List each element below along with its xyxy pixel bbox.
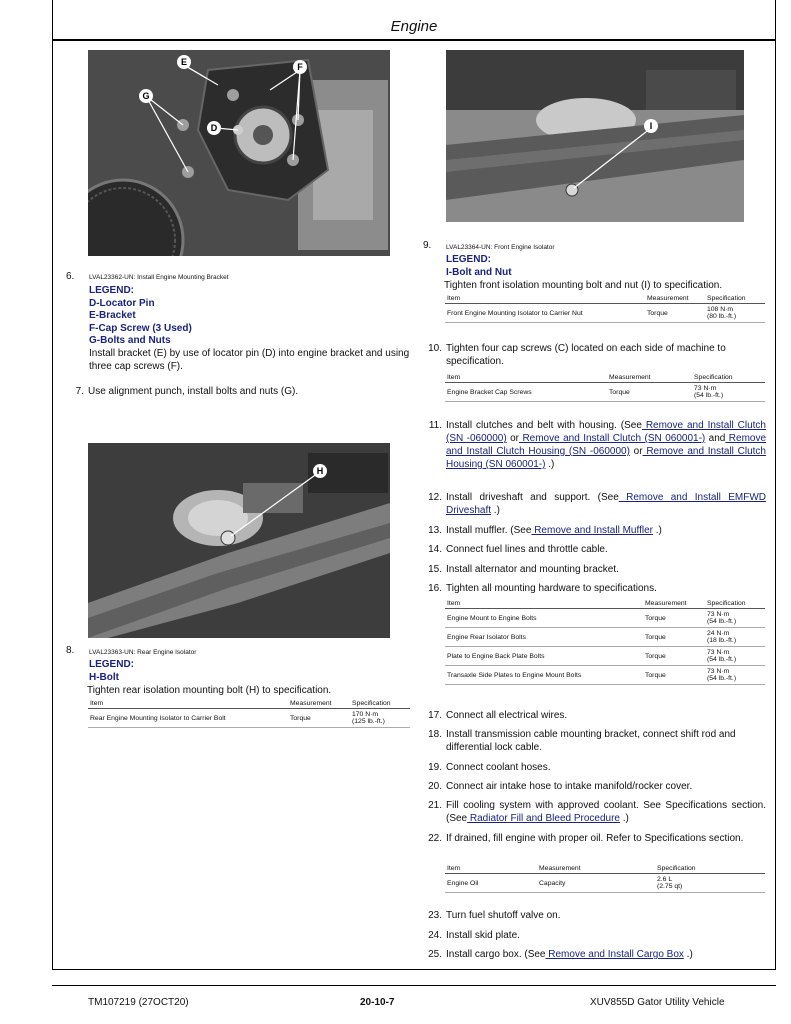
legend-item: D-Locator Pin (89, 297, 155, 309)
spec-table (88, 699, 410, 728)
legend (89, 659, 134, 684)
table-row: Rear Engine Mounting Isolator to Carrier Bolt Torque 170 N·m (125 lb.-ft.) (88, 709, 410, 728)
link-remove-install-clutch-sn-060001[interactable]: Remove and Install Clutch (SN 060001-) (519, 433, 706, 444)
spec-table (445, 294, 765, 323)
step-21: 21. Fill cooling system with approved coolant. See Specifications section. (See Radiator Fill and Bleed Procedure .) (428, 800, 766, 824)
photo-engine-mounting-bracket (88, 50, 390, 256)
link-remove-install-clutch-sn-060000[interactable]: Remove and Install Clutch (SN -060000) (446, 420, 766, 444)
legend-title: LEGEND: (89, 659, 134, 670)
table-header-row: Item Measurement Specification (88, 699, 410, 709)
spec-table (445, 864, 765, 893)
legend-item: E-Bracket (89, 310, 136, 321)
legend-item: G-Bolts and Nuts (89, 335, 171, 346)
footer-vehicle-name: XUV855D Gator Utility Vehicle (590, 997, 725, 1008)
figure-number: 9. (423, 240, 432, 251)
link-remove-install-cargo-box[interactable]: Remove and Install Cargo Box (545, 949, 684, 960)
table-row: Engine Bracket Cap Screws Torque 73 N·m (54 lb.-ft.) (445, 383, 765, 402)
table-row: Engine Mount to Engine Bolts Torque 73 N·m (54 lb.-ft.) (445, 609, 765, 628)
rear-isolator-illustration (88, 443, 390, 638)
step-20: 20. Connect air intake hose to intake manifold/rocker cover. (428, 781, 693, 792)
link-remove-install-emfwd-driveshaft[interactable]: Remove and Install EMFWD Driveshaft (446, 492, 766, 516)
table-row: Engine Rear Isolator Bolts Torque 24 N·m (18 lb.-ft.) (445, 628, 765, 647)
step-12: 12. Install driveshaft and support. (See Remove and Install EMFWD Driveshaft .) (428, 492, 766, 516)
instruction-text: Tighten rear isolation mounting bolt (H) to specification. (87, 685, 332, 696)
link-remove-install-clutch-housing-sn-060001[interactable]: Remove and Install Clutch Housing (SN 060001-) (446, 446, 766, 470)
callout-g: G (142, 91, 150, 101)
table-header-row: Item Measurement Specification (445, 373, 765, 383)
instruction-text: Install bracket (E) by use of locator pin (D) into engine bracket and using three cap screws (F). (89, 348, 410, 372)
legend (446, 254, 512, 279)
callout-e: E (180, 57, 188, 67)
step-16: 16. Tighten all mounting hardware to specifications. (428, 583, 657, 594)
figure-caption: LVAL23364-UN: Front Engine Isolator (446, 244, 555, 251)
engine-bracket-illustration (88, 50, 390, 256)
spec-table (445, 599, 765, 685)
table-header-row: Item Measurement Specification (445, 864, 765, 874)
callout-h: H (316, 466, 324, 476)
legend-item: F-Cap Screw (3 Used) (89, 322, 192, 334)
table-row: Plate to Engine Back Plate Bolts Torque 73 N·m (54 lb.-ft.) (445, 647, 765, 666)
step-22: 22. If drained, fill engine with proper oil. Refer to Specifications section. (428, 833, 744, 844)
figure-caption: LVAL23363-UN: Rear Engine Isolator (89, 649, 197, 656)
step-17: 17. Connect all electrical wires. (428, 710, 568, 721)
instruction-text: Tighten front isolation mounting bolt and nut (I) to specification. (444, 280, 723, 291)
table-row: Transaxle Side Plates to Engine Mount Bolts Torque 73 N·m (54 lb.-ft.) (445, 666, 765, 685)
callout-i: I (649, 121, 653, 131)
step-18: 18. Install transmission cable mounting bracket, connect shift rod and differential lock cable. (428, 729, 736, 753)
step-10: 10. Tighten four cap screws (C) located on each side of machine to specification. (428, 343, 726, 367)
callout-f: F (297, 62, 303, 72)
step-15: 15. Install alternator and mounting bracket. (428, 564, 619, 575)
photo-rear-engine-isolator (88, 443, 390, 638)
step-24: 24. Install skid plate. (428, 930, 520, 941)
spec-table (445, 373, 765, 402)
table-row: Engine Oil Capacity 2.6 L (2.75 qt) (445, 874, 765, 893)
callout-d: D (210, 123, 218, 133)
photo-front-engine-isolator (446, 50, 744, 222)
table-row: Front Engine Mounting Isolator to Carrier Nut Torque 108 N·m (80 lb.-ft.) (445, 304, 765, 323)
link-radiator-fill-bleed-procedure[interactable]: Radiator Fill and Bleed Procedure (467, 813, 620, 824)
footer-page-number: 20-10-7 (360, 997, 395, 1008)
figure-caption: LVAL23362-UN: Install Engine Mounting Bracket (89, 274, 229, 281)
legend-title: LEGEND: (446, 254, 491, 265)
figure-number: 6. (66, 271, 75, 282)
step-11: 11. Install clutches and belt with housing. (See Remove and Install Clutch (SN -060000) or Remove and Install Clutch (SN 060001-) and Remove and Install Clutch Housing (SN -060000) or Remove and Install Clutch Housing (SN 060001-) .) (428, 420, 767, 470)
step-7: 7. Use alignment punch, install bolts and nuts (G). (75, 386, 299, 397)
legend-title: LEGEND: (89, 285, 134, 296)
step-13: 13. Install muffler. (See Remove and Install Muffler .) (428, 525, 662, 536)
legend (89, 285, 192, 348)
table-header-row: Item Measurement Specification (445, 294, 765, 304)
front-isolator-illustration (446, 50, 744, 222)
figure-number: 8. (66, 645, 75, 656)
step-25: 25. Install cargo box. (See Remove and Install Cargo Box .) (428, 949, 693, 960)
link-remove-install-clutch-housing-sn-060000[interactable]: Remove and Install Clutch Housing (SN -060000) (446, 433, 767, 457)
footer-doc-id: TM107219 (27OCT20) (88, 997, 189, 1008)
table-header-row: Item Measurement Specification (445, 599, 765, 609)
link-remove-install-muffler[interactable]: Remove and Install Muffler (531, 525, 653, 536)
legend-item: H-Bolt (89, 671, 119, 683)
step-23: 23. Turn fuel shutoff valve on. (428, 910, 561, 921)
footer-rule (52, 985, 776, 986)
section-title: Engine (390, 18, 438, 35)
step-19: 19. Connect coolant hoses. (428, 762, 551, 773)
step-14: 14. Connect fuel lines and throttle cable. (428, 544, 608, 555)
legend-item: I-Bolt and Nut (446, 266, 512, 278)
